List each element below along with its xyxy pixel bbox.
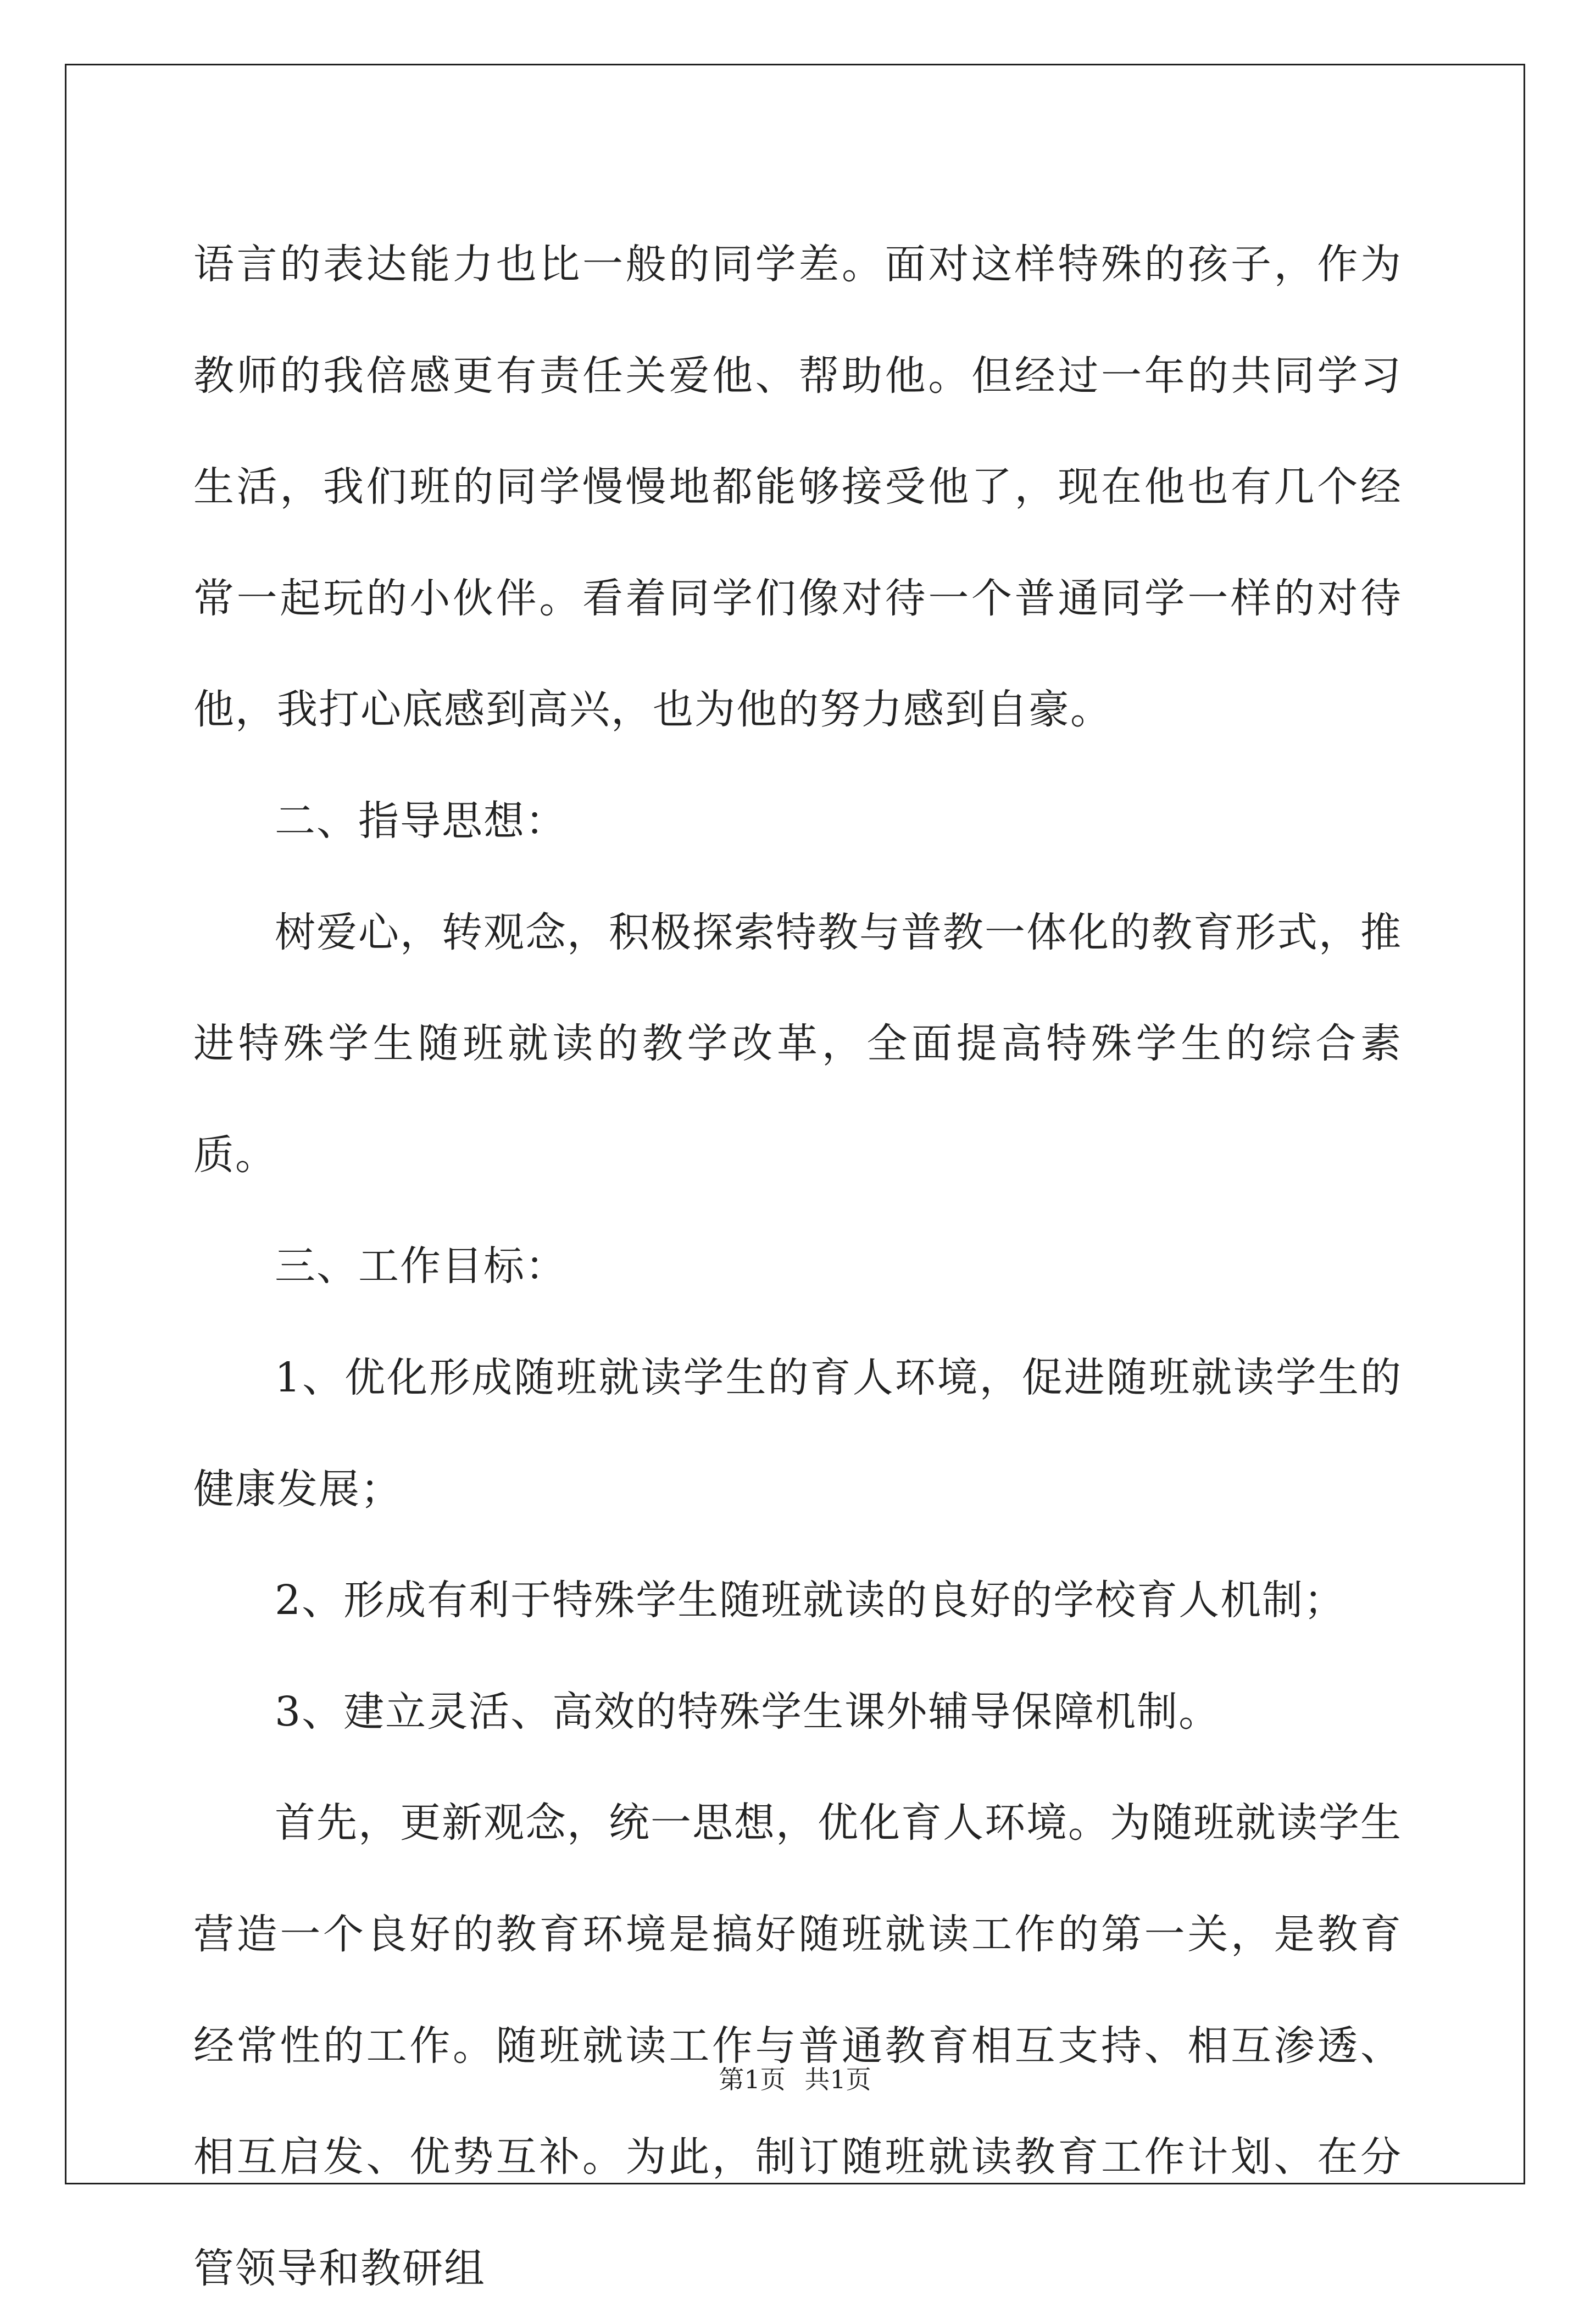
goal-item-1: 1、优化形成随班就读学生的育人环境，促进随班就读学生的健康发展； [193,1354,1402,1513]
page-footer [0,2060,1590,2096]
paragraph-continuation: 语言的表达能力也比一般的同学差。面对这样特殊的孩子，作为教师的我倍感更有责任关爱他、帮助他。但经过一年的共同学习生活，我们班的同学慢慢地都能够接受他了，现在他也有几个经常一起玩的小伙伴。看着同学们像对待一个普通同学一样的对待他，我打心底感到高兴，也为他的努力感到自豪。 [193,241,1402,734]
goal-item-3: 3、建立灵活、高效的特殊学生课外辅导保障机制。 [275,1688,1221,1735]
heading-work-goals: 三、工作目标： [275,1243,567,1290]
document-body [193,209,1402,2324]
heading-guiding-ideology: 二、指导思想： [275,797,567,845]
page-number: 第1页 [719,2065,786,2094]
goal-item-2: 2、形成有利于特殊学生随班就读的良好的学校育人机制； [275,1577,1346,1624]
paragraph-first-measure: 首先，更新观念，统一思想，优化育人环境。为随班就读学生营造一个良好的教育环境是搞好随班就读工作的第一关，是教育经常性的工作。随班就读工作与普通教育相互支持、相互渗透、相互启发、优势互补。为此，制订随班就读教育工作计划、在分管领导和教研组 [193,1799,1402,2292]
paragraph-guiding-ideology: 树爱心，转观念，积极探索特教与普教一体化的教育形式，推进特殊学生随班就读的教学改革，全面提高特殊学生的综合素质。 [193,908,1402,1179]
page-total: 共1页 [804,2065,871,2094]
